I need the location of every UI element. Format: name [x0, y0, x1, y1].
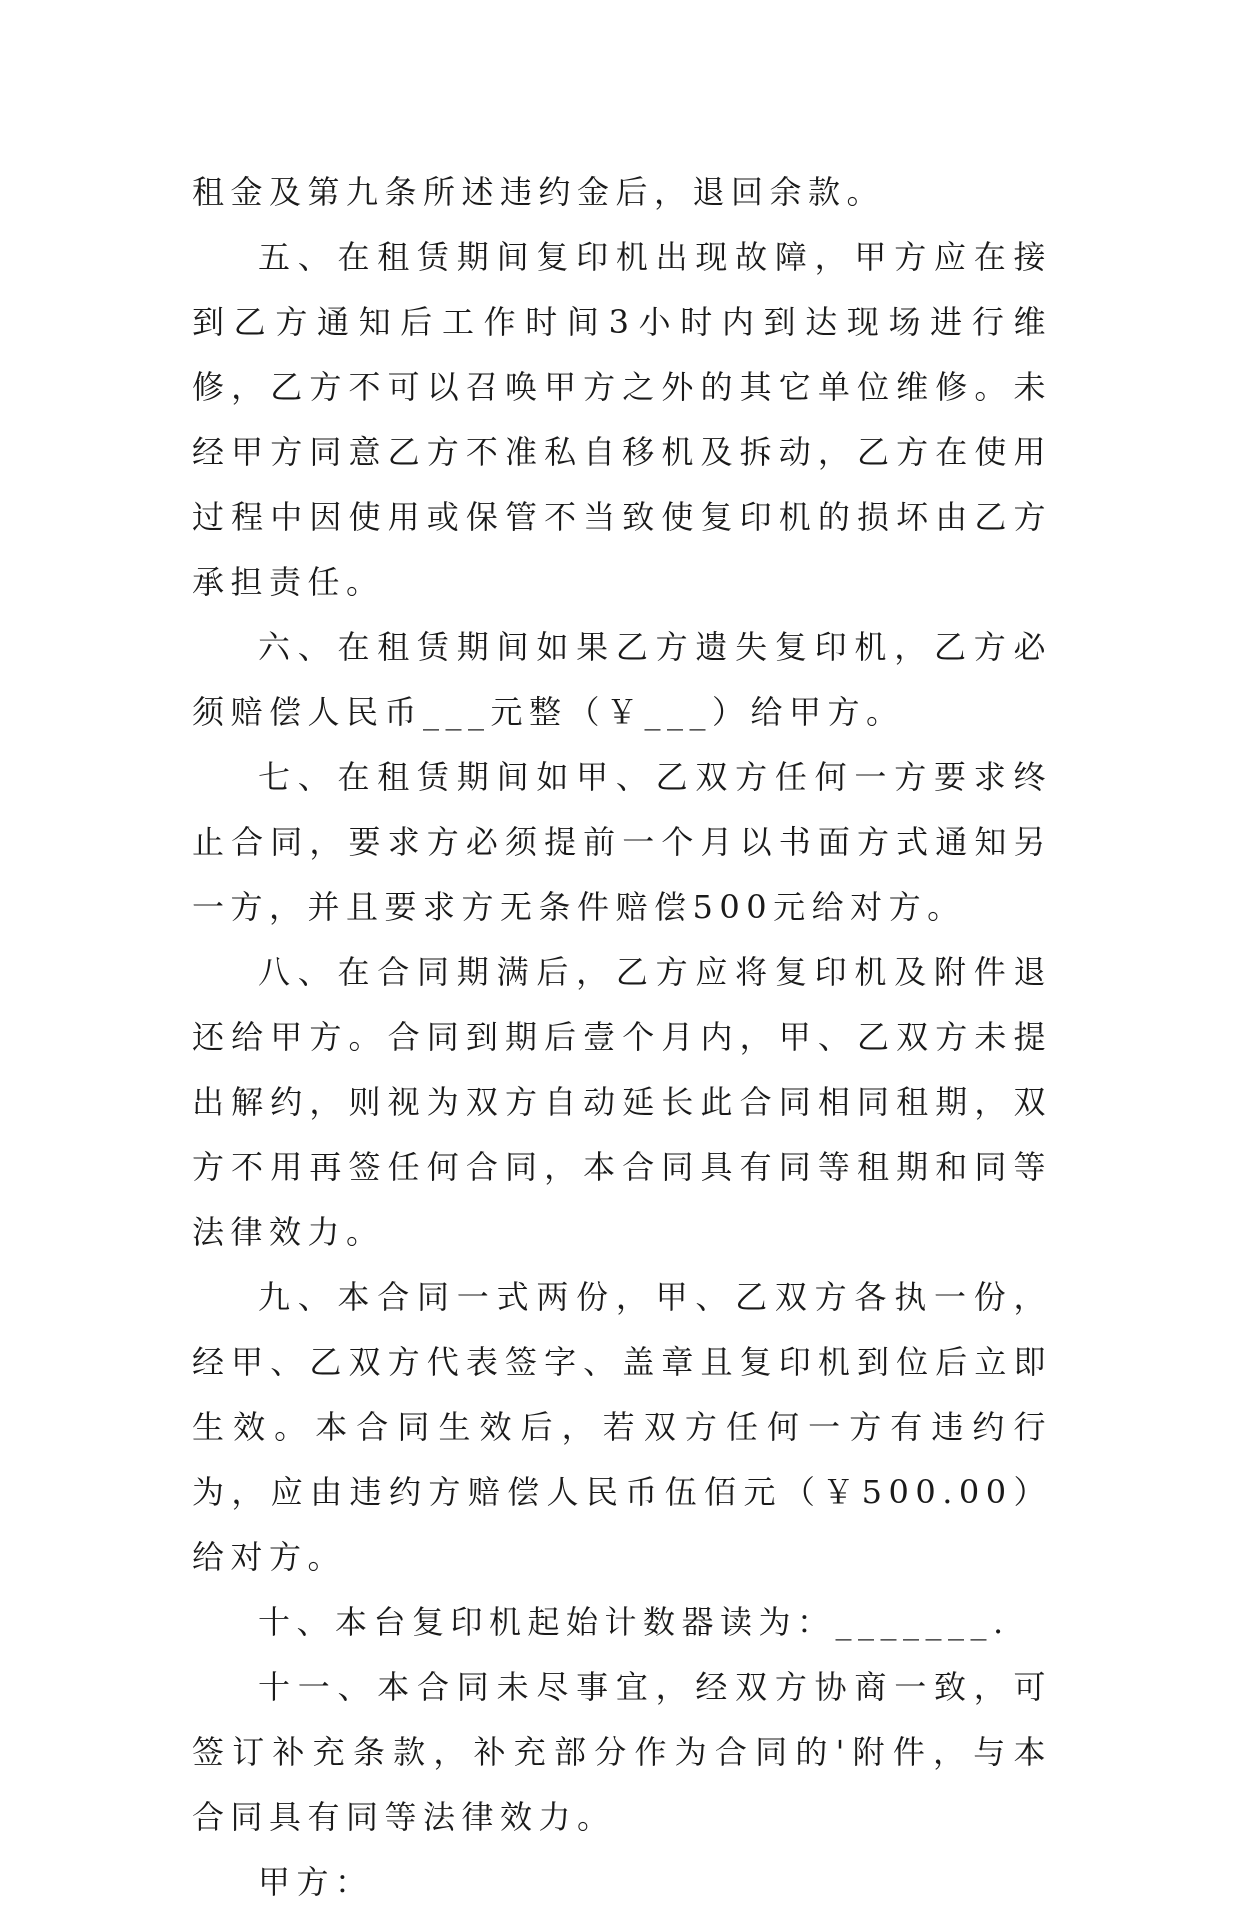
clause-9: 九、本合同一式两份，甲、乙双方各执一份，经甲、乙双方代表签字、盖章且复印机到位后立即生效。本合同生效后，若双方任何一方有违约行为，应由违约方赔偿人民币伍佰元（￥500.00）给对方。 — [192, 1278, 1052, 1576]
clause-11: 十一、本合同未尽事宜，经双方协商一致，可签订补充条款，补充部分作为合同的'附件，与本合同具有同等法律效力。 — [192, 1668, 1052, 1836]
clause-7: 七、在租赁期间如甲、乙双方任何一方要求终止合同，要求方必须提前一个月以书面方式通知另一方，并且要求方无条件赔偿500元给对方。 — [192, 758, 1052, 926]
clause-8: 八、在合同期满后，乙方应将复印机及附件退还给甲方。合同到期后壹个月内，甲、乙双方未提出解约，则视为双方自动延长此合同相同租期，双方不用再签任何合同，本合同具有同等租期和同等法律效力。 — [192, 953, 1052, 1251]
clause-5: 五、在租赁期间复印机出现故障，甲方应在接到乙方通知后工作时间3小时内到达现场进行维修，乙方不可以召唤甲方之外的其它单位维修。未经甲方同意乙方不准私自移机及拆动，乙方在使用过程中因使用或保管不当致使复印机的损坏由乙方承担责任。 — [192, 238, 1052, 601]
party-a-signature-label: 甲方： — [258, 1863, 374, 1901]
paragraph-continuation: 租金及第九条所述违约金后，退回余款。 — [192, 173, 886, 211]
clause-10: 十、本台复印机起始计数器读为：_______. — [258, 1603, 1010, 1641]
contract-body — [192, 160, 1052, 1915]
clause-6: 六、在租赁期间如果乙方遗失复印机，乙方必须赔偿人民币___元整（￥___）给甲方。 — [192, 628, 1052, 731]
